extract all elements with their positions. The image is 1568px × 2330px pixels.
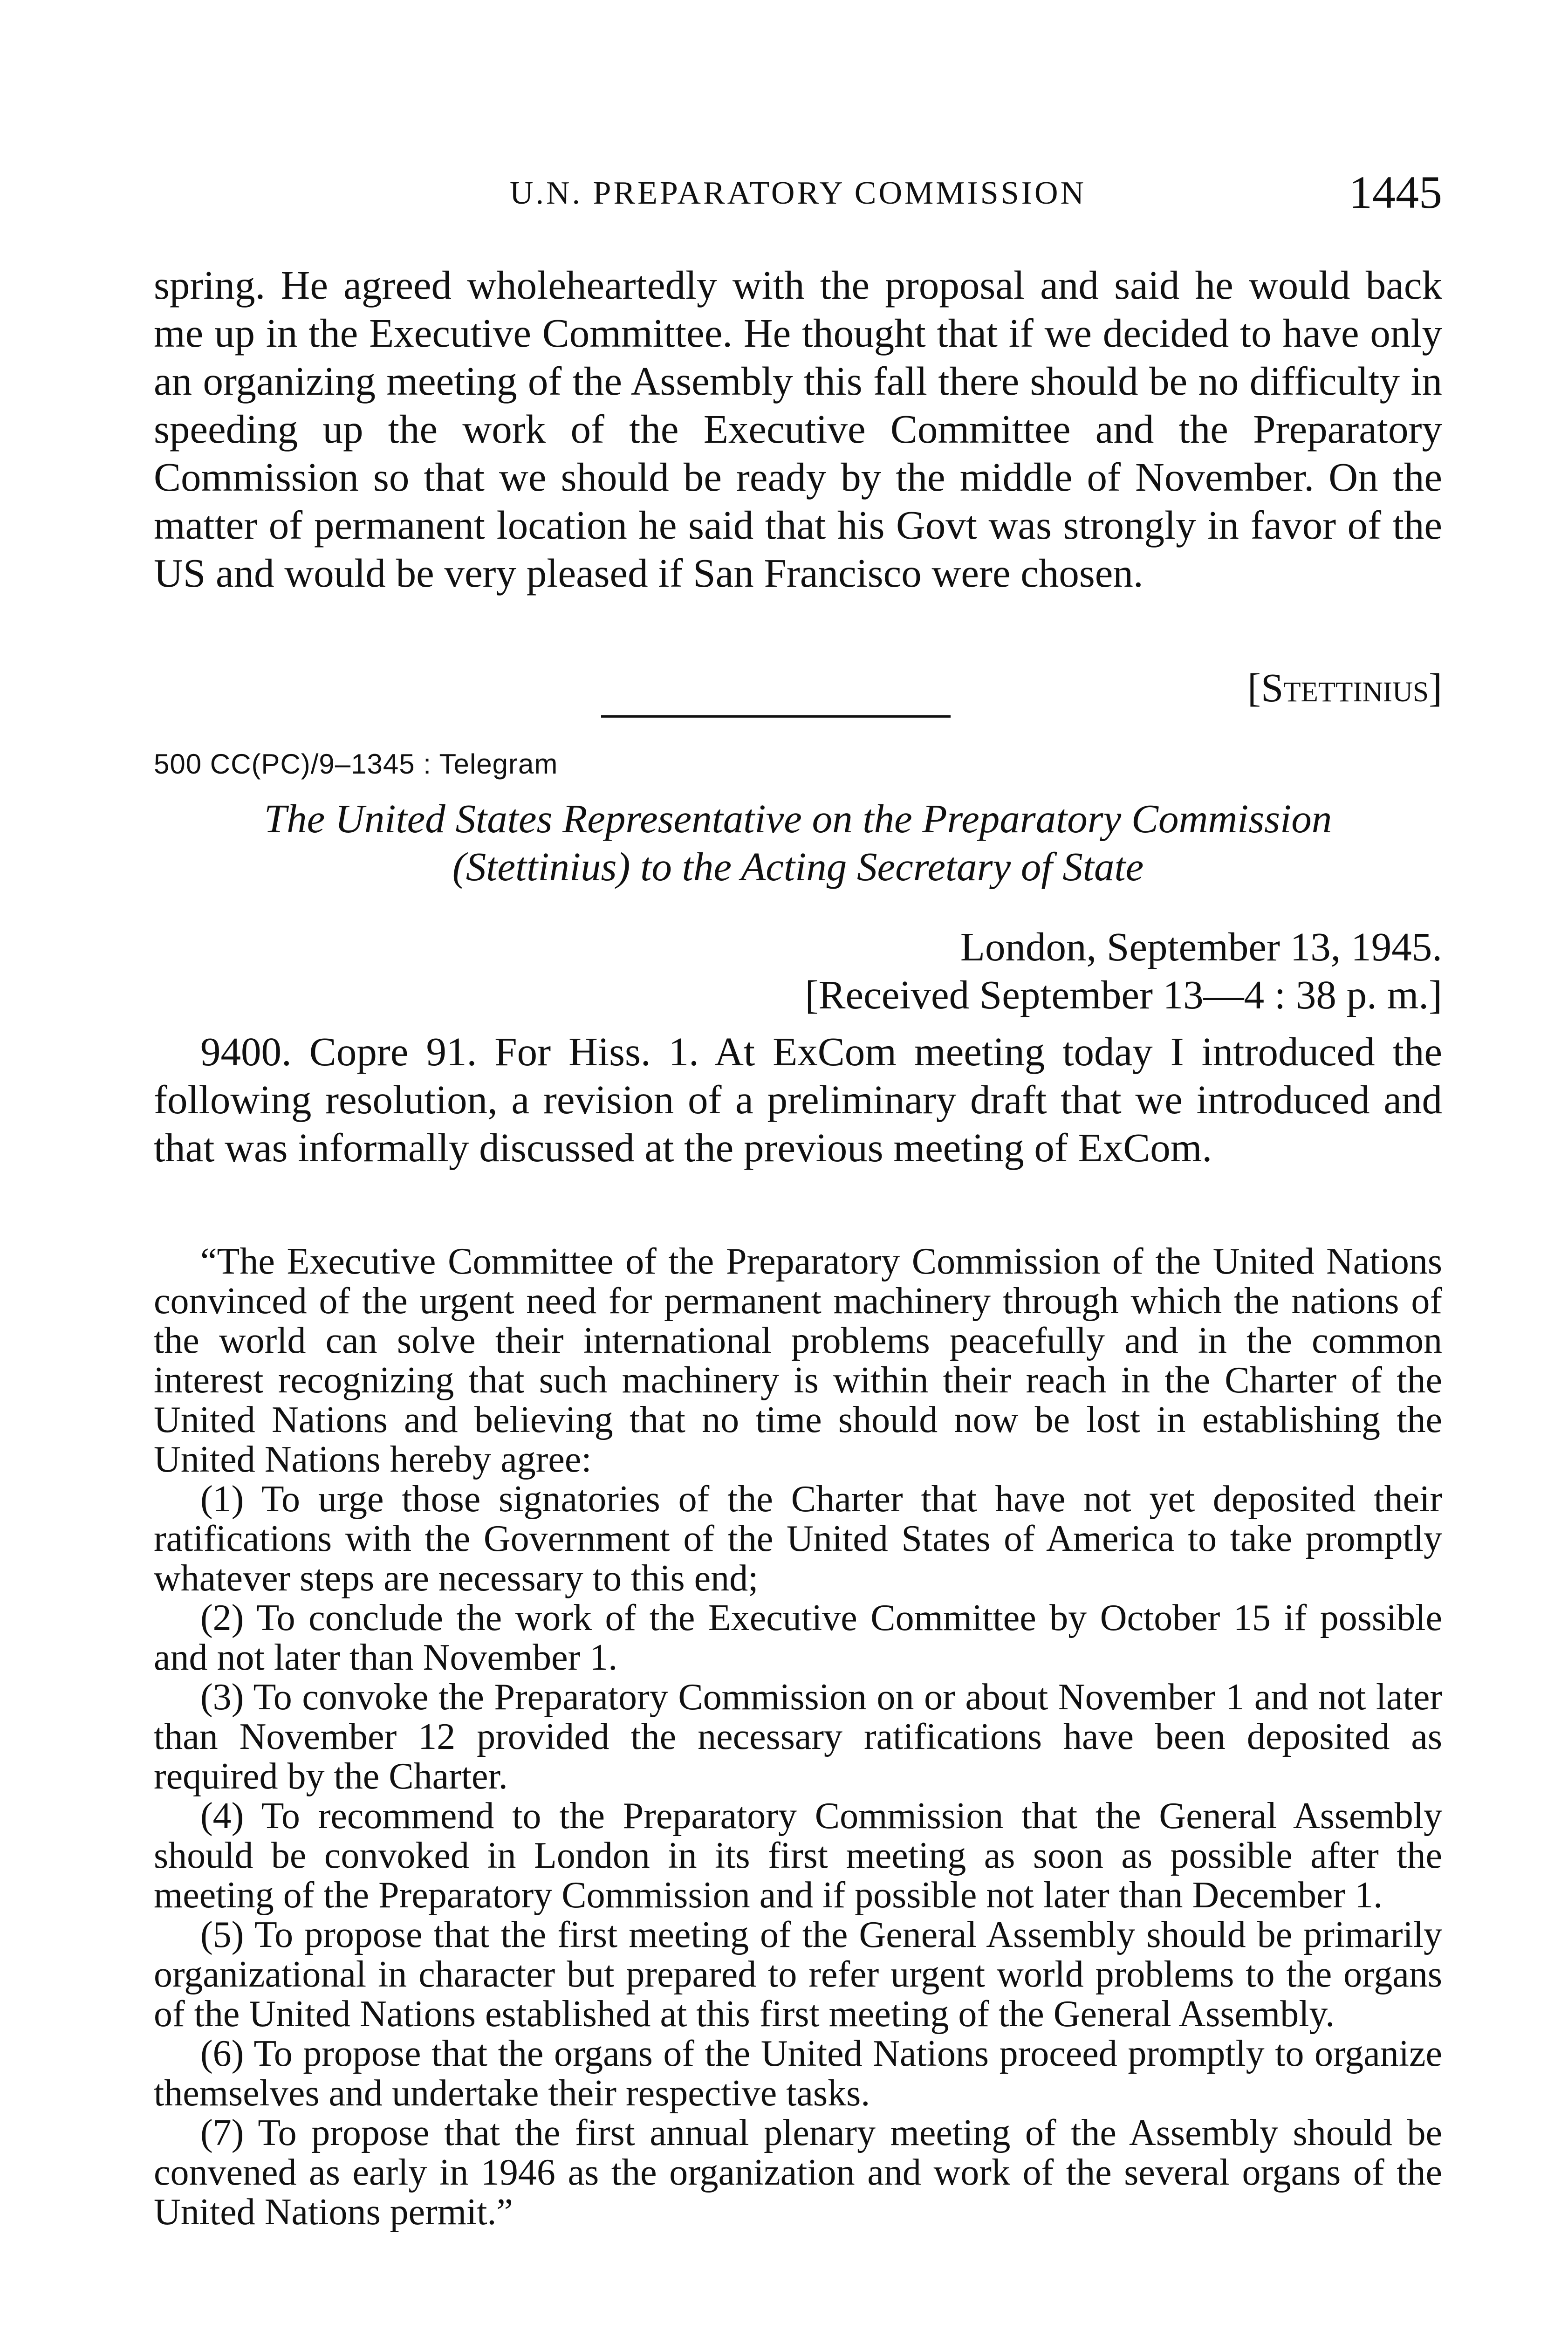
telegram-intro-block [154, 1028, 1442, 1172]
dateline [805, 923, 1443, 1019]
page-header [154, 165, 1442, 217]
running-title: U.N. PREPARATORY COMMISSION [509, 175, 1087, 211]
signature-text: [Stettinius] [1247, 665, 1442, 710]
section-divider [601, 715, 951, 718]
opening-paragraph-block [154, 261, 1442, 597]
resolution-preamble: “The Executive Committee of the Preparatory Commission of the United Nations convinced of the urgent need for permanent machinery through which the nations of the world can solve their international problems peacefully and in the common interest recognizing that such machinery is within their reach in the Charter of the United Nations and believing that no time should now be lost in establishing the United Nations hereby agree: [154, 1241, 1442, 1480]
document-title-line-1: The United States Representative on the Preparatory Commission [264, 796, 1332, 841]
resolution-item-2: (2) To conclude the work of the Executive Committee by October 15 if possible and not later than November 1. [154, 1597, 1442, 1678]
telegram-intro: 9400. Copre 91. For Hiss. 1. At ExCom meeting today I introduced the following resolution, a revision of a preliminary draft that we introduced and that was informally discussed at the previous meeting of ExCom. [154, 1029, 1442, 1170]
resolution-item-4: (4) To recommend to the Preparatory Commission that the General Assembly should be convoked in London in its first meeting as soon as possible after the meeting of the Preparatory Commission and if possible not later than December 1. [154, 1795, 1442, 1916]
opening-paragraph: spring. He agreed wholeheartedly with the proposal and said he would back me up in the Executive Committee. He thought that if we decided to have only an organizing meeting of the Assembly this fall there should be no difficulty in speeding up the work of the Executive Committee and the Preparatory Commission so that we should be ready by the middle of November. On the matter of permanent location he said that his Govt was strongly in favor of the US and would be very pleased if San Francisco were chosen. [154, 262, 1442, 596]
signature [1247, 664, 1442, 711]
document-title [154, 795, 1442, 891]
dateline-place-date: London, September 13, 1945. [960, 924, 1442, 969]
resolution-item-5: (5) To propose that the first meeting of the General Assembly should be primarily organizational in character but prepared to refer urgent world problems to the organs of the United Nations established at this first meeting of the General Assembly. [154, 1914, 1442, 2035]
document-title-line-2: (Stettinius) to the Acting Secretary of State [452, 844, 1144, 889]
resolution-item-3: (3) To convoke the Preparatory Commission on or about November 1 and not later than November 12 provided the necessary ratifications have been deposited as required by the Charter. [154, 1677, 1442, 1797]
document-reference: 500 CC(PC)/9–1345 : Telegram [154, 748, 558, 780]
page-number: 1445 [1349, 166, 1442, 218]
resolution-block [154, 1242, 1442, 2232]
dateline-received: [Received September 13—4 : 38 p. m.] [805, 972, 1442, 1017]
resolution-item-6: (6) To propose that the organs of the United Nations proceed promptly to organize themselves and undertake their respective tasks. [154, 2033, 1442, 2114]
resolution-item-1: (1) To urge those signatories of the Charter that have not yet deposited their ratifications with the Government of the United States of America to take promptly whatever steps are necessary to this end; [154, 1479, 1442, 1599]
resolution-item-7: (7) To propose that the first annual plenary meeting of the Assembly should be convened as early in 1946 as the organization and work of the several organs of the United Nations permit.” [154, 2112, 1442, 2233]
